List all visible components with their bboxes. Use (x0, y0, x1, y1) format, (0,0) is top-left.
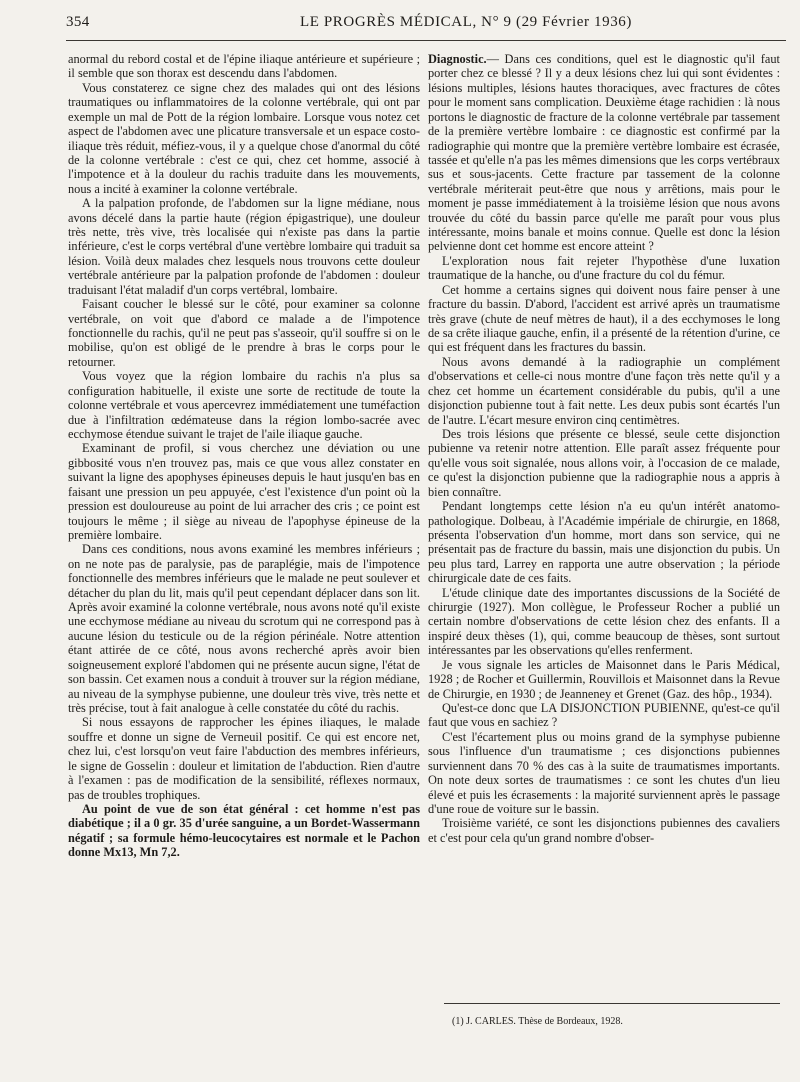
paragraph: A la palpation profonde, de l'abdomen sur la ligne médiane, nous avons décelé dans la partie haute (région épigastrique), une douleur très nette, très vive, très localisée qui n'existe pas dans la partie inférieure, c'est le corps vertébral d'une vertèbre lombaire qui traduit sa lésion. Voilà deux malades chez lesquels nous trouvons cette douleur vertébrale antérieure par la palpation profonde de l'abdomen : douleur traduisant l'état maladif d'un corps vertébral, lombaire. (68, 196, 420, 297)
paragraph: Examinant de profil, si vous cherchez une déviation ou une gibbosité vous n'en trouvez pas, mais ce que vous allez constater en suivant la ligne des apophyses épineuses depuis le haut jusqu'en bas en faisant une pression un peu appuyée, c'est l'existence d'un point où la pression est douloureuse au point de lui arracher des cris ; ce point est toujours le même ; il siège au niveau de l'apophyse épineuse de la première lombaire. (68, 441, 420, 542)
header-rule (66, 40, 786, 41)
paragraph: L'exploration nous fait rejeter l'hypothèse d'une luxation traumatique de la hanche, ou d'une fracture du col du fémur. (428, 253, 780, 283)
paragraph-text: — Dans ces conditions, quel est le diagnostic qu'il faut porter chez ce blessé ? Il y a deux lésions chez lui qui sont évidentes : lésions multiples, lésions hautes thoraciques, avec fractures de côtes pour le moment sans complication. Deuxième étage rachidien : là nous portons le diagnostic de fracture de la colonne vertébrale par tassement de la première vertèbre lombaire : ce diagnostic est confirmé par la radiographie qui montre que la première vertèbre lombaire est écrasée, tassée et qu'elle n'a pas les mêmes dimensions que les corps vertébraux sus et sous-jacents. Cette fracture par tassement de la colonne vertébrale mériterait peut-être que nous y arrêtions, mais pour le moment je passe immédiatement à la troisième lésion que nous avons trouvée du côté du bassin parce qu'elle me paraît pour vous plus intéressante, moins banale et moins connue. Quelle est donc la lésion pelvienne dont cet homme est encore atteint ? (428, 52, 780, 254)
paragraph: Je vous signale les articles de Maisonnet dans le Paris Médical, 1928 ; de Rocher et Guillermin, Rouvillois et Maisonnet dans la Revue de Chirurgie, en 1930 ; de Jeanneney et Grenet (Gaz. des hôp., 1934). (428, 657, 780, 701)
paragraph: Si nous essayons de rapprocher les épines iliaques, le malade souffre et donne un signe de Verneuil positif. Ce qui est encore net, chez lui, c'est lorsqu'on veut faire l'abduction des membres inférieurs, le signe de Gosselin : douleur et limitation de l'abduction. Rien d'autre à l'examen : pas de modification de la sensibilité, réflexes normaux, pas de troubles trophiques. (68, 715, 420, 802)
paragraph: Vous voyez que la région lombaire du rachis n'a plus sa configuration habituelle, il existe une sorte de rectitude de toute la colonne vertébrale et vous apercevrez immédiatement une tuméfaction due à l'infiltration œdémateuse dans la région lombo-sacrée avec ecchymose étendue suivant le trajet de l'aile iliaque gauche. (68, 369, 420, 441)
paragraph: Vous constaterez ce signe chez des malades qui ont des lésions traumatiques ou inflammatoires de la colonne vertébrale, qui ont par exemple un mal de Pott de la région lombaire. Lorsque vous notez cet aspect de l'abdomen avec une plicature transversale et un espace costo-iliaque très réduit, méfiez-vous, il y a quelque chose d'anormal du côté de la colonne vertébrale : c'est ce qui, chez cet homme, associé à l'impotence et à la douleur du rachis traduite dans les mouvements, nous a incité à examiner la colonne vertébrale. (68, 80, 420, 196)
paragraph: C'est l'écartement plus ou moins grand de la symphyse pubienne sous l'influence d'un traumatisme ; ces disjonctions pubiennes surviennent dans 70 % des cas à la suite de traumatismes importants. On note deux sortes de traumatismes : ce sont les chutes d'un lieu élevé et puis les écrasements : la majorité surviennent après le passage d'une roue de voiture sur le bassin. (428, 729, 780, 816)
paragraph: Dans ces conditions, nous avons examiné les membres inférieurs ; on ne note pas de paralysie, pas de paraplégie, mais de l'impotence fonctionnelle des membres inférieurs que le malade ne peut soulever et détacher du plan du lit, mais qu'il peut cependant déplacer dans son lit. Après avoir examiné la colonne vertébrale, nous avons noté qu'il existe une ecchymose médiane au niveau du scrotum qui ne correspond pas à aucune lésion du testicule ou de la région périnéale. Notre attention étant attirée de ce côté, nous avons recherché après avoir bien soigneusement exploré l'abdomen qui ne présente aucun signe, l'état de son bassin. Cet examen nous a conduit à trouver sur la région médiane, au niveau de la symphyse pubienne, une douleur très vive, très nette et très précise, tout à fait analogue à celle constatée du côté du rachis. (68, 542, 420, 715)
page-number: 354 (66, 14, 90, 30)
footnote: (1) J. CARLES. Thèse de Bordeaux, 1928. (452, 1016, 623, 1027)
paragraph: Qu'est-ce donc que LA DISJONCTION PUBIENNE, qu'est-ce qu'il faut que vous en sachiez ? (428, 700, 780, 730)
diagnostic-heading: Diagnostic. (428, 52, 487, 66)
paragraph: L'étude clinique date des importantes discussions de la Société de chirurgie (1927). Mon collègue, le Professeur Rocher a publié un certain nombre d'observations de cette lésion chez des enfants. Il a inspiré deux thèses (1), qui, comme beaucoup de thèses, sont surtout intéressantes par les observations qu'elles renferment. (428, 585, 780, 658)
paragraph: Troisième variété, ce sont les disjonctions pubiennes des cavaliers et c'est pour cela qu'un grand nombre d'obser- (428, 816, 780, 845)
paragraph: Pendant longtemps cette lésion n'a eu qu'un intérêt anatomo-pathologique. Dolbeau, à l'Académie impériale de chirurgie, en 1868, présenta l'observation d'un homme, mort dans son service, qui ne présentait pas de fracture du bassin, mais une disjonction du pubis. Un peu plus tard, Larrey en rapporta une autre observation ; la période chirurgicale date de ces faits. (428, 499, 780, 586)
paragraph: Nous avons demandé à la radiographie un complément d'observations et celle-ci nous montre d'une façon très nette qu'il y a chez cet homme un écartement considérable du pubis, qu'il a une disjonction pubienne tout à fait nette. Les deux pubis sont écartés l'un de l'autre. L'écart mesure environ cinq centimètres. (428, 354, 780, 427)
paragraph (428, 52, 780, 254)
left-column (68, 52, 420, 860)
paragraph: Faisant coucher le blessé sur le côté, pour examiner sa colonne vertébrale, on voit que d'abord ce malade a de l'impotence fonctionnelle du rachis, qu'il ne peut pas s'asseoir, qu'il souffre si on le mobilise, qu'on est obligé de le prendre à bras le corps pour le retourner. (68, 297, 420, 369)
journal-title: LE PROGRÈS MÉDICAL, N° 9 (29 Février 1936) (299, 14, 632, 30)
paragraph: Des trois lésions que présente ce blessé, seule cette disjonction pubienne va retenir notre attention. Elle paraît assez fréquente pour qu'elle vous soit signalée, nous allons voir, à l'occasion de ce malade, ce qu'est la disjonction pubienne que la radiographie nous a appris à bien connaître. (428, 426, 780, 499)
footnote-rule (444, 1003, 780, 1004)
paragraph: anormal du rebord costal et de l'épine iliaque antérieure et supérieure ; il semble que son thorax est descendu dans l'abdomen. (68, 52, 420, 81)
paragraph: Cet homme a certains signes qui doivent nous faire penser à une fracture du bassin. D'abord, l'accident est arrivé après un traumatisme très grave (chute de neuf mètres de haut), il a des ecchymoses le long de sa crête iliaque gauche, enfin, il a présenté de la rétention d'urine, ce qui est fréquent dans les fractures du bassin. (428, 282, 780, 355)
right-column (428, 52, 780, 845)
paragraph: Au point de vue de son état général : cet homme n'est pas diabétique ; il a 0 gr. 35 d'urée sanguine, a un Bordet-Wassermann négatif ; sa formule hémo-leucocytaires est normale et le Pachon donne Mx13, Mn 7,2. (68, 801, 420, 860)
